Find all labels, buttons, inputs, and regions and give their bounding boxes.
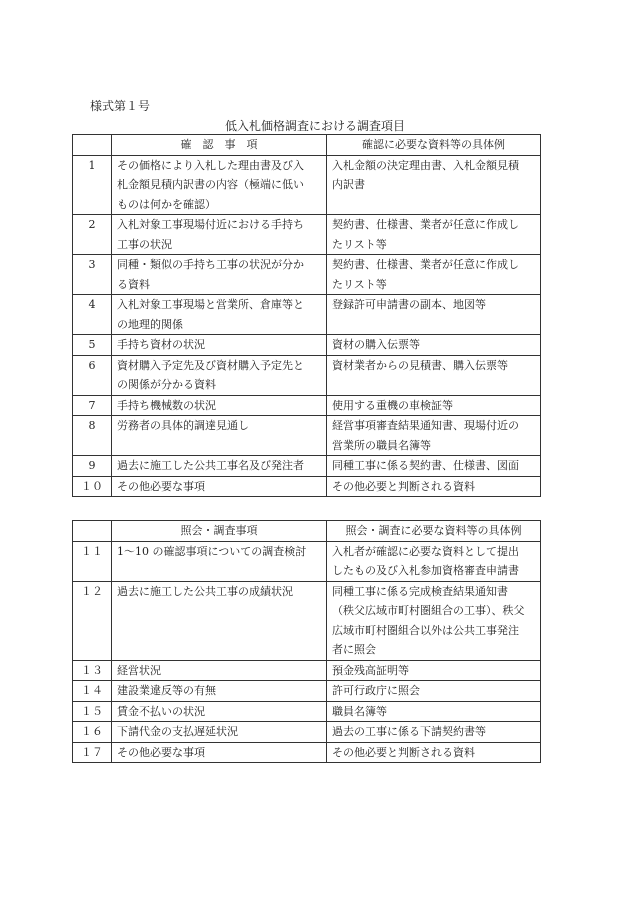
row-number: 2 bbox=[73, 215, 112, 255]
row-examples: 資材の購入伝票等 bbox=[327, 335, 541, 356]
table-row bbox=[73, 295, 541, 335]
row-examples: 契約書、仕様書、業者が任意に作成し たリスト等 bbox=[327, 255, 541, 295]
row-number: 4 bbox=[73, 295, 112, 335]
row-number: 7 bbox=[73, 395, 112, 416]
row-item: 賃金不払いの状況 bbox=[112, 701, 327, 722]
row-number: １１ bbox=[73, 541, 112, 581]
row-number: １２ bbox=[73, 581, 112, 660]
row-examples: 職員名簿等 bbox=[327, 701, 541, 722]
table-row bbox=[73, 215, 541, 255]
row-item: その他必要な事項 bbox=[112, 742, 327, 763]
table-row bbox=[73, 722, 541, 743]
row-item: 建設業違反等の有無 bbox=[112, 681, 327, 702]
table-row bbox=[73, 581, 541, 660]
table-row bbox=[73, 335, 541, 356]
row-number: １３ bbox=[73, 660, 112, 681]
confirmation-items-table bbox=[72, 134, 541, 497]
header-inquiry-items: 照会・調査事項 bbox=[112, 521, 327, 542]
row-item: 労務者の具体的調達見通し bbox=[112, 416, 327, 456]
header-required-documents: 確認に必要な資料等の具体例 bbox=[327, 135, 541, 156]
row-examples: 経営事項審査結果通知書、現場付近の 営業所の職員名簿等 bbox=[327, 416, 541, 456]
row-item: 過去に施工した公共工事名及び発注者 bbox=[112, 456, 327, 477]
row-number: 6 bbox=[73, 355, 112, 395]
row-number: 1 bbox=[73, 155, 112, 215]
header-required-documents: 照会・調査に必要な資料等の具体例 bbox=[327, 521, 541, 542]
row-examples: 使用する重機の車検証等 bbox=[327, 395, 541, 416]
row-item: 1〜10 の確認事項についての調査検討 bbox=[112, 541, 327, 581]
table-row bbox=[73, 541, 541, 581]
table-row bbox=[73, 155, 541, 215]
table-row bbox=[73, 416, 541, 456]
row-number: 8 bbox=[73, 416, 112, 456]
row-number: 5 bbox=[73, 335, 112, 356]
row-number: １０ bbox=[73, 476, 112, 497]
row-number: １６ bbox=[73, 722, 112, 743]
row-examples: 登録許可申請書の副本、地図等 bbox=[327, 295, 541, 335]
row-item: その他必要な事項 bbox=[112, 476, 327, 497]
header-number bbox=[73, 135, 112, 156]
row-examples: 同種工事に係る完成検査結果通知書 （秩父広域市町村圏組合の工事）、秩父 広域市町村圏組合以外は公共工事発注 者に照会 bbox=[327, 581, 541, 660]
row-item: 手持ち機械数の状況 bbox=[112, 395, 327, 416]
row-examples: 同種工事に係る契約書、仕様書、図面 bbox=[327, 456, 541, 477]
form-number-label: 様式第１号 bbox=[90, 99, 151, 113]
row-item: 入札対象工事現場付近における手持ち 工事の状況 bbox=[112, 215, 327, 255]
inquiry-items-table bbox=[72, 520, 541, 763]
row-number: １７ bbox=[73, 742, 112, 763]
table-row bbox=[73, 355, 541, 395]
table-header-row bbox=[73, 135, 541, 156]
row-number: １４ bbox=[73, 681, 112, 702]
row-examples: 過去の工事に係る下請契約書等 bbox=[327, 722, 541, 743]
row-examples: 入札者が確認に必要な資料として提出 したもの及び入札参加資格審査申請書 bbox=[327, 541, 541, 581]
table-row bbox=[73, 395, 541, 416]
row-examples: その他必要と判断される資料 bbox=[327, 476, 541, 497]
table-header-row bbox=[73, 521, 541, 542]
table-row bbox=[73, 476, 541, 497]
row-item: 同種・類似の手持ち工事の状況が分か る資料 bbox=[112, 255, 327, 295]
table-row bbox=[73, 701, 541, 722]
row-item: 手持ち資材の状況 bbox=[112, 335, 327, 356]
row-examples: 入札金額の決定理由書、入札金額見積 内訳書 bbox=[327, 155, 541, 215]
header-number bbox=[73, 521, 112, 542]
row-number: 9 bbox=[73, 456, 112, 477]
row-item: 過去に施工した公共工事の成績状況 bbox=[112, 581, 327, 660]
table-row bbox=[73, 742, 541, 763]
row-item: 下請代金の支払遅延状況 bbox=[112, 722, 327, 743]
header-confirmation-items: 確 認 事 項 bbox=[112, 135, 327, 156]
row-item: 経営状況 bbox=[112, 660, 327, 681]
row-item: その価格により入札した理由書及び入 札金額見積内訳書の内容（極端に低い ものは何かを確認） bbox=[112, 155, 327, 215]
row-examples: 許可行政庁に照会 bbox=[327, 681, 541, 702]
table-row bbox=[73, 681, 541, 702]
row-item: 資材購入予定先及び資材購入予定先と の関係が分かる資料 bbox=[112, 355, 327, 395]
table-row bbox=[73, 255, 541, 295]
row-examples: 預金残高証明等 bbox=[327, 660, 541, 681]
row-examples: 資材業者からの見積書、購入伝票等 bbox=[327, 355, 541, 395]
document-title: 低入札価格調査における調査項目 bbox=[224, 119, 405, 133]
row-item: 入札対象工事現場と営業所、倉庫等と の地理的関係 bbox=[112, 295, 327, 335]
row-number: 3 bbox=[73, 255, 112, 295]
row-examples: その他必要と判断される資料 bbox=[327, 742, 541, 763]
row-number: １５ bbox=[73, 701, 112, 722]
table-row bbox=[73, 660, 541, 681]
table-row bbox=[73, 456, 541, 477]
row-examples: 契約書、仕様書、業者が任意に作成し たリスト等 bbox=[327, 215, 541, 255]
